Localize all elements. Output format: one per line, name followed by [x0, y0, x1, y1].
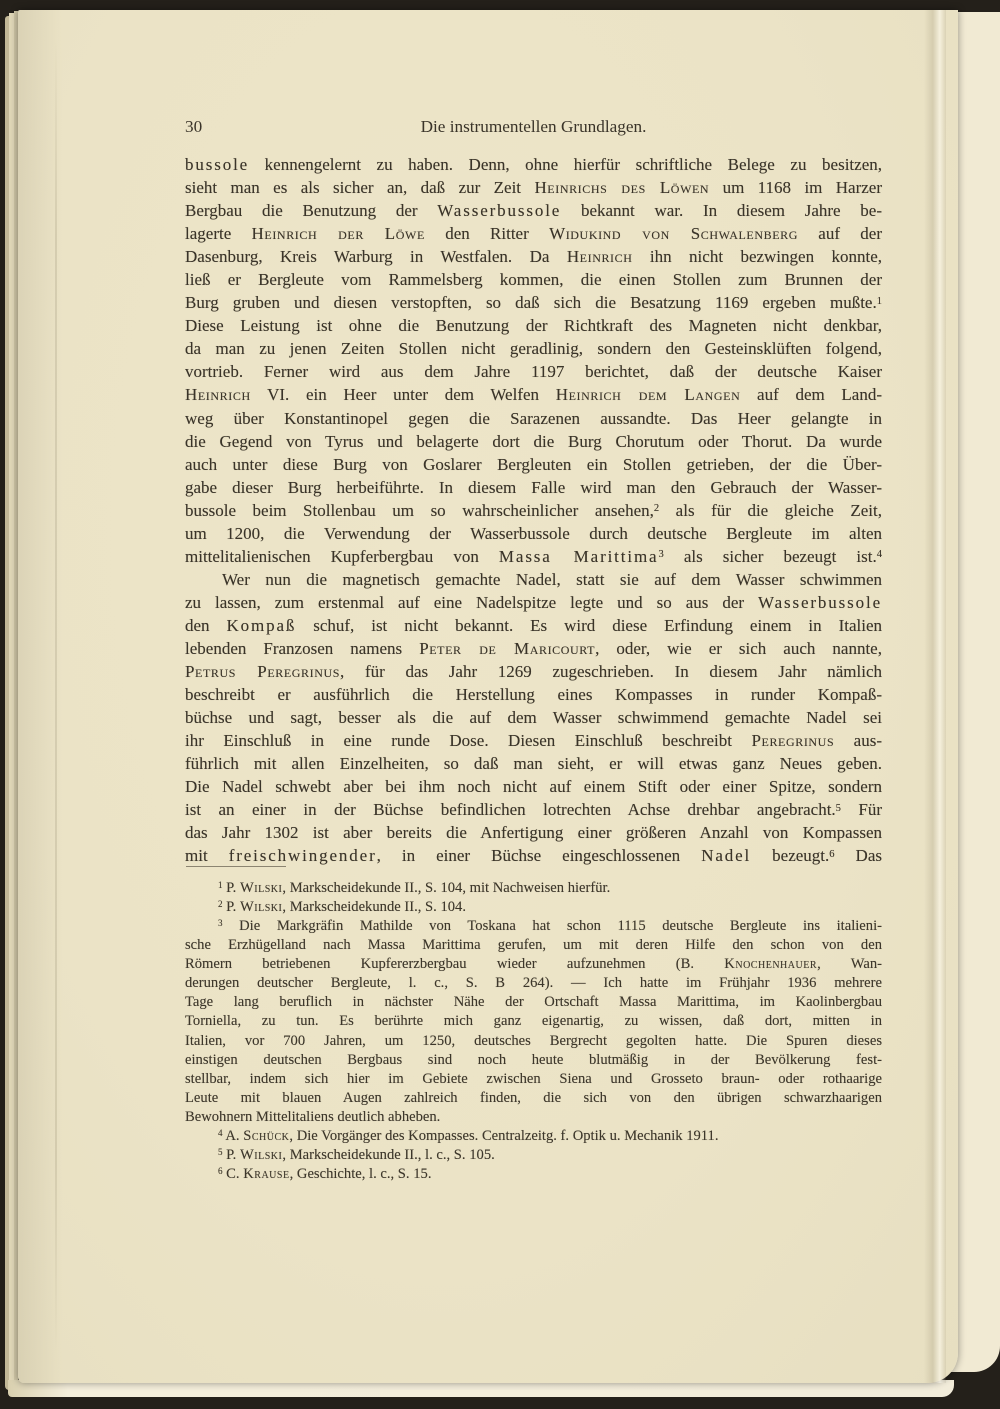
- text-line: [185, 798, 882, 821]
- text-segment: Petrus Peregrinus: [185, 662, 341, 682]
- text-segment: C.: [222, 1165, 244, 1182]
- text-line: [185, 245, 882, 268]
- text-segment: lagerte: [185, 224, 252, 244]
- text-segment: auch unter diese Burg von Goslarer Bergleuten ein Stollen getrieben, der die Über-: [185, 454, 882, 474]
- text-line: [185, 314, 882, 337]
- text-segment: Peregrinus: [751, 731, 835, 751]
- text-line: [185, 821, 882, 844]
- footnote-reference: 2: [218, 899, 223, 909]
- text-segment: bussole: [185, 155, 250, 174]
- text-segment: Widukind von Schwalenberg: [549, 224, 799, 244]
- text-segment: P.: [222, 880, 240, 896]
- text-line: [185, 1127, 882, 1146]
- text-segment: gabe dieser Burg herbeiführte. In diesem Falle wird man den Gebrauch der Wasser-: [185, 477, 882, 497]
- page-curvature-line: [55, 40, 57, 1353]
- footnote-reference: 4: [876, 549, 882, 561]
- text-segment: Heinrich dem Langen: [555, 385, 741, 405]
- text-line: [185, 637, 882, 660]
- text-segment: , oder, wie er sich auch nannte,: [595, 638, 882, 658]
- text-segment: um 1168 im Harzer: [709, 178, 883, 198]
- text-segment: derungen deutscher Bergleute, l. c., S. B 264). — Ich hatte im Frühjahr 1936 mehrere: [185, 975, 882, 992]
- footnote-reference: 1: [218, 879, 223, 890]
- text-segment: Krause: [243, 1165, 290, 1182]
- footnote: [185, 1127, 882, 1146]
- footnote: [185, 898, 882, 917]
- body-text: [185, 153, 882, 867]
- text-segment: , Wan-: [817, 956, 882, 973]
- binding-crease: [924, 10, 946, 1383]
- text-segment: Diese Leistung ist ohne die Benutzung der Richtkraft des Magneten nicht denkbar,: [185, 316, 882, 336]
- footnote-reference: 5: [218, 1146, 223, 1157]
- text-segment: bekannt war. In diesem Jahre be-: [561, 201, 882, 221]
- running-header: [185, 115, 882, 138]
- text-segment: das Jahr 1302 ist aber bereits die Anfertigung einer größeren Anzahl von Kompassen: [185, 823, 882, 843]
- text-line: [185, 1165, 882, 1184]
- text-segment: den: [185, 615, 227, 635]
- text-segment: bussole beim Stollenbau um so wahrscheinlicher ansehen,: [185, 500, 654, 520]
- text-line: [185, 383, 882, 406]
- text-segment: Torniella, zu tun. Es berührte mich ganz eigenartig, zu wissen, daß dort, mitten in: [185, 1013, 882, 1030]
- text-segment: auf dem Land-: [740, 385, 882, 405]
- text-line: [185, 1089, 882, 1108]
- text-segment: Wasserbussole: [758, 592, 882, 612]
- text-line: [185, 917, 882, 936]
- text-segment: Die Markgräfin Mathilde von Toskana hat schon 1115 deutsche Bergleute ins italieni-: [222, 918, 882, 935]
- text-segment: Heinrichs des Löwen: [534, 178, 710, 198]
- text-segment: Wilski: [239, 880, 283, 896]
- text-line: [185, 1070, 882, 1089]
- text-segment: auf der: [798, 224, 883, 244]
- footnote: [185, 1146, 882, 1165]
- text-line: [185, 291, 882, 314]
- text-segment: Heinrich der Löwe: [251, 224, 425, 244]
- text-line: [185, 955, 882, 974]
- text-segment: als sicher bezeugt ist.: [663, 546, 877, 566]
- text-line: [185, 1032, 882, 1051]
- text-line: [185, 1051, 882, 1070]
- text-line: [185, 706, 882, 729]
- text-segment: P.: [222, 899, 240, 916]
- footnote-reference: 5: [835, 802, 841, 814]
- footnote-reference: 6: [218, 1165, 223, 1176]
- text-line: [185, 898, 882, 917]
- text-segment: Knochenhauer: [724, 956, 818, 973]
- text-segment: ihn nicht bezwingen konnte,: [632, 247, 882, 267]
- text-segment: beschreibt er ausführlich die Herstellung eines Kompasses in runder Kompaß-: [185, 685, 882, 705]
- paragraph: [185, 568, 882, 868]
- text-line: [185, 660, 882, 683]
- footnote-separator: [186, 866, 286, 867]
- text-segment: sieht man es als sicher an, daß zur Zeit: [185, 178, 535, 198]
- text-segment: Wilski: [239, 1146, 283, 1163]
- text-line: [185, 545, 882, 568]
- footnote-reference: 1: [876, 295, 882, 307]
- footnote-reference: 3: [658, 549, 664, 561]
- text-line: [185, 729, 882, 752]
- text-line: [185, 337, 882, 360]
- text-segment: Wilski: [239, 899, 283, 916]
- text-segment: den Ritter: [424, 224, 550, 244]
- text-segment: Massa Marittima: [498, 546, 659, 566]
- text-line: [185, 407, 882, 430]
- footnote-reference: 6: [829, 848, 835, 860]
- text-segment: Die Nadel schwebt aber bei ihm noch nicht auf einem Stift oder einer Spitze, sondern: [185, 777, 882, 797]
- running-title: Die instrumentellen Grundlagen.: [420, 117, 647, 136]
- text-segment: , Markscheidekunde II., l. c., S. 105.: [282, 1146, 495, 1163]
- footnote-reference: 3: [218, 918, 223, 929]
- text-segment: sche Erzhügelland nach Massa Marittima gerufen, um mit deren Hilfe den schon von den: [185, 937, 882, 954]
- text-line: [185, 1146, 882, 1165]
- footnote: [185, 1165, 882, 1184]
- text-line: [185, 430, 882, 453]
- text-segment: , Geschichte, l. c., S. 15.: [289, 1165, 432, 1182]
- text-line: [185, 222, 882, 245]
- text-segment: ist an einer in der Büchse befindlichen lotrechten Achse drehbar angebracht.: [185, 800, 836, 820]
- text-line: [185, 153, 882, 176]
- text-segment: , in einer Büchse eingeschlossenen: [376, 846, 702, 866]
- text-line: [185, 268, 882, 291]
- text-segment: schuf, ist nicht bekannt. Es wird diese Erfindung einem in Italien: [296, 615, 882, 635]
- text-line: [185, 614, 882, 637]
- text-segment: Heinrich: [566, 247, 633, 267]
- text-segment: ließ er Bergleute vom Rammelsberg kommen, die einen Stollen zum Brunnen der: [185, 270, 882, 290]
- text-line: [185, 176, 882, 199]
- text-line: [185, 568, 882, 591]
- text-segment: Kompaß: [226, 615, 297, 635]
- footnote-reference: 2: [653, 502, 660, 514]
- text-segment: Heinrich: [185, 385, 251, 405]
- text-segment: VI. ein Heer unter dem Welfen: [250, 385, 556, 405]
- text-segment: Das: [834, 846, 882, 866]
- text-line: [185, 199, 882, 222]
- text-segment: einstigen deutschen Bergbaus sind noch heute blutmäßig in der Bevölkerung fest-: [185, 1051, 882, 1068]
- page-number: 30: [185, 117, 203, 136]
- text-segment: zu lassen, zum erstenmal auf eine Nadelspitze legte und so aus der: [185, 592, 759, 612]
- text-segment: Wer nun die magnetisch gemachte Nadel, statt sie auf dem Wasser schwimmen: [222, 569, 882, 589]
- text-segment: P.: [222, 1146, 240, 1163]
- text-segment: Bergbau die Benutzung der: [185, 201, 438, 221]
- text-line: [185, 974, 882, 993]
- text-line: [185, 775, 882, 798]
- text-segment: aus-: [834, 731, 882, 751]
- text-segment: mit: [185, 846, 229, 866]
- text-segment: , Markscheidekunde II., S. 104.: [282, 899, 466, 916]
- text-segment: Tage lang beruflich in nächster Nähe der Ortschaft Massa Marittima, im Kaolinbergbau: [185, 994, 882, 1011]
- book-page: [18, 10, 958, 1383]
- text-line: [185, 879, 882, 898]
- text-segment: führlich mit allen Einzelheiten, so daß man sieht, er will etwas ganz Neues geben.: [185, 754, 882, 774]
- text-line: [185, 360, 882, 383]
- text-segment: Schück: [243, 1127, 290, 1144]
- text-segment: büchse und sagt, besser als die auf dem Wasser schwimmend gemachte Nadel sei: [185, 708, 882, 728]
- text-segment: Dasenburg, Kreis Warburg in Westfalen. Da: [185, 247, 567, 267]
- text-segment: Römern betriebenen Kupfererzbergbau wieder aufzunehmen (B.: [185, 956, 725, 973]
- text-segment: lebenden Franzosen namens: [185, 638, 420, 658]
- text-segment: Nadel: [701, 846, 752, 866]
- text-segment: Wasserbussole: [437, 201, 562, 221]
- text-line: [185, 993, 882, 1012]
- text-segment: da man zu jenen Zeiten Stollen nicht geradlinig, sondern den Gesteinsklüften folgend,: [185, 339, 882, 359]
- text-line: [185, 752, 882, 775]
- footnote: [185, 879, 882, 898]
- text-segment: mittelitalienischen Kupferbergbau von: [185, 546, 499, 566]
- footnotes: [185, 879, 882, 1184]
- text-segment: kennengelernt zu haben. Denn, ohne hierfür schriftliche Belege zu besitzen,: [249, 155, 882, 174]
- text-segment: als für die gleiche Zeit,: [659, 500, 882, 520]
- text-line: [185, 591, 882, 614]
- text-line: [185, 453, 882, 476]
- paragraph: [185, 153, 882, 568]
- text-line: [185, 844, 882, 867]
- text-segment: stellbar, indem sich hier im Gebiete zwischen Siena und Grosseto braun- oder rothaarige: [185, 1070, 882, 1087]
- text-segment: , für das Jahr 1269 zugeschrieben. In diesem Jahr nämlich: [340, 662, 882, 682]
- text-segment: freischwingender: [228, 846, 377, 866]
- text-segment: vortrieb. Ferner wird aus dem Jahre 1197 berichtet, daß der deutsche Kaiser: [185, 362, 882, 382]
- text-line: [185, 476, 882, 499]
- text-segment: Leute mit blauen Augen zahlreich finden, die sich von den übrigen schwarzhaarigen: [185, 1089, 882, 1106]
- text-segment: ihr Einschluß in eine runde Dose. Diesen Einschluß beschreibt: [185, 731, 752, 751]
- text-segment: die Gegend von Tyrus und belagerte dort die Burg Chorutum oder Thorut. Da wurde: [185, 431, 882, 451]
- text-segment: Bewohnern Mittelitaliens deutlich abheben.: [185, 1108, 441, 1125]
- text-line: [185, 522, 882, 545]
- text-segment: Peter de Maricourt: [419, 638, 596, 658]
- text-line: [185, 936, 882, 955]
- footnote: [185, 917, 882, 1127]
- text-segment: bezeugt.: [751, 846, 830, 866]
- text-segment: A.: [222, 1127, 244, 1144]
- text-segment: , Markscheidekunde II., S. 104, mit Nachweisen hierfür.: [282, 880, 611, 896]
- text-line: [185, 499, 882, 522]
- text-segment: um 1200, die Verwendung der Wasserbussole durch deutsche Bergleute im alten: [185, 523, 882, 543]
- footnote-reference: 4: [218, 1127, 223, 1138]
- text-segment: weg über Konstantinopel gegen die Sarazenen aussandte. Das Heer gelangte in: [185, 408, 882, 428]
- text-line: [185, 1012, 882, 1031]
- text-segment: Für: [840, 800, 882, 820]
- text-segment: Burg gruben und diesen verstopften, so daß sich die Besatzung 1169 ergeben mußte.: [185, 293, 877, 313]
- text-line: [185, 1108, 882, 1127]
- text-segment: , Die Vorgänger des Kompasses. Centralzeitg. f. Optik u. Mechanik 1911.: [289, 1127, 719, 1144]
- text-segment: Italien, vor 700 Jahren, um 1250, deutsches Bergrecht gegolten hatte. Die Spuren dieses: [185, 1032, 882, 1049]
- text-line: [185, 683, 882, 706]
